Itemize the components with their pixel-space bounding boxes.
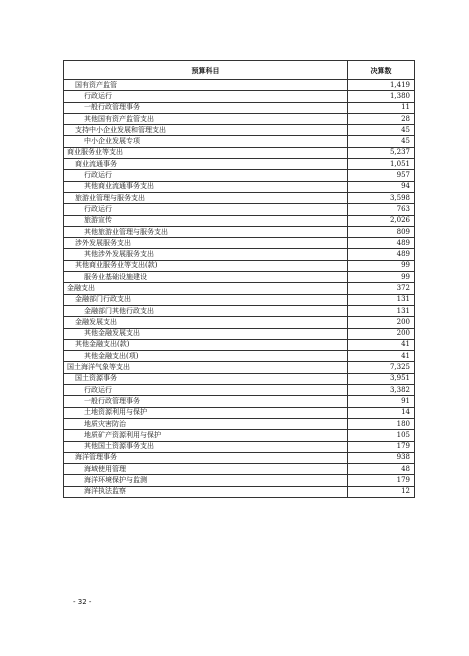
budget-item-name: 地质矿产资源利用与保护 xyxy=(64,430,348,441)
table-row xyxy=(64,328,415,339)
budget-item-amount: 48 xyxy=(348,464,415,475)
budget-item-name: 其他金融发展支出 xyxy=(64,328,348,339)
table-row xyxy=(64,181,415,192)
budget-item-name: 海洋环境保护与监测 xyxy=(64,475,348,486)
table-row xyxy=(64,339,415,350)
budget-item-amount: 180 xyxy=(348,418,415,429)
budget-item-amount: 1,051 xyxy=(348,159,415,170)
budget-item-amount: 200 xyxy=(348,317,415,328)
budget-item-amount: 1,419 xyxy=(348,80,415,91)
table-row xyxy=(64,317,415,328)
table-row xyxy=(64,170,415,181)
budget-table xyxy=(63,60,415,498)
budget-item-name: 其他金融支出(款) xyxy=(64,339,348,350)
table-row xyxy=(64,125,415,136)
budget-item-name: 海洋管理事务 xyxy=(64,452,348,463)
budget-item-name: 一般行政管理事务 xyxy=(64,102,348,113)
budget-item-name: 其他国有资产监管支出 xyxy=(64,113,348,124)
budget-item-amount: 3,382 xyxy=(348,385,415,396)
budget-item-name: 一般行政管理事务 xyxy=(64,396,348,407)
budget-item-name: 土地资源利用与保护 xyxy=(64,407,348,418)
budget-item-name: 海域使用管理 xyxy=(64,464,348,475)
budget-item-amount: 12 xyxy=(348,486,415,497)
budget-item-name: 商业流通事务 xyxy=(64,159,348,170)
budget-item-amount: 1,380 xyxy=(348,91,415,102)
table-row xyxy=(64,396,415,407)
budget-item-name: 涉外发展服务支出 xyxy=(64,238,348,249)
table-row xyxy=(64,102,415,113)
budget-item-amount: 5,237 xyxy=(348,147,415,158)
table-row xyxy=(64,475,415,486)
budget-item-amount: 91 xyxy=(348,396,415,407)
header-final-amount: 决算数 xyxy=(348,61,415,80)
budget-item-name: 其他商业服务业等支出(款) xyxy=(64,260,348,271)
budget-item-name: 国土资源事务 xyxy=(64,373,348,384)
budget-item-amount: 179 xyxy=(348,441,415,452)
table-row xyxy=(64,204,415,215)
budget-item-amount: 131 xyxy=(348,294,415,305)
budget-item-amount: 94 xyxy=(348,181,415,192)
table-row xyxy=(64,238,415,249)
budget-item-name: 行政运行 xyxy=(64,385,348,396)
table-row xyxy=(64,407,415,418)
budget-item-name: 旅游宣传 xyxy=(64,215,348,226)
budget-item-name: 其他金融支出(项) xyxy=(64,351,348,362)
budget-item-name: 支持中小企业发展和管理支出 xyxy=(64,125,348,136)
budget-item-name: 中小企业发展专项 xyxy=(64,136,348,147)
budget-item-amount: 14 xyxy=(348,407,415,418)
budget-item-amount: 99 xyxy=(348,272,415,283)
budget-item-name: 行政运行 xyxy=(64,91,348,102)
budget-item-amount: 28 xyxy=(348,113,415,124)
table-row xyxy=(64,418,415,429)
table-row xyxy=(64,464,415,475)
budget-item-amount: 938 xyxy=(348,452,415,463)
table-row xyxy=(64,249,415,260)
budget-item-amount: 809 xyxy=(348,226,415,237)
budget-item-amount: 3,598 xyxy=(348,192,415,203)
table-row xyxy=(64,283,415,294)
budget-item-amount: 11 xyxy=(348,102,415,113)
table-row xyxy=(64,385,415,396)
table-row xyxy=(64,272,415,283)
budget-item-amount: 99 xyxy=(348,260,415,271)
table-row xyxy=(64,226,415,237)
budget-item-name: 其他旅游业管理与服务支出 xyxy=(64,226,348,237)
budget-item-name: 金融部门其他行政支出 xyxy=(64,305,348,316)
budget-item-amount: 200 xyxy=(348,328,415,339)
budget-item-name: 金融发展支出 xyxy=(64,317,348,328)
budget-item-amount: 372 xyxy=(348,283,415,294)
table-header-row xyxy=(64,61,415,80)
table-row xyxy=(64,305,415,316)
budget-item-amount: 179 xyxy=(348,475,415,486)
table-row xyxy=(64,452,415,463)
table-row xyxy=(64,430,415,441)
table-row xyxy=(64,294,415,305)
budget-item-amount: 105 xyxy=(348,430,415,441)
table-row xyxy=(64,147,415,158)
table-row xyxy=(64,441,415,452)
budget-item-name: 国土海洋气象等支出 xyxy=(64,362,348,373)
table-body xyxy=(64,80,415,498)
budget-item-amount: 763 xyxy=(348,204,415,215)
budget-item-amount: 45 xyxy=(348,125,415,136)
table-row xyxy=(64,91,415,102)
budget-item-amount: 131 xyxy=(348,305,415,316)
budget-item-name: 服务业基础设施建设 xyxy=(64,272,348,283)
page-number: - 32 - xyxy=(73,598,92,606)
budget-item-name: 金融部门行政支出 xyxy=(64,294,348,305)
table-row xyxy=(64,362,415,373)
header-budget-item: 预算科目 xyxy=(64,61,348,80)
budget-item-amount: 2,026 xyxy=(348,215,415,226)
table-row xyxy=(64,80,415,91)
table-row xyxy=(64,373,415,384)
budget-item-amount: 957 xyxy=(348,170,415,181)
budget-item-name: 其他国土资源事务支出 xyxy=(64,441,348,452)
budget-item-name: 其他涉外发展服务支出 xyxy=(64,249,348,260)
budget-item-name: 行政运行 xyxy=(64,204,348,215)
table-row xyxy=(64,215,415,226)
table-row xyxy=(64,192,415,203)
budget-item-amount: 45 xyxy=(348,136,415,147)
table-row xyxy=(64,136,415,147)
budget-item-name: 旅游业管理与服务支出 xyxy=(64,192,348,203)
table-row xyxy=(64,113,415,124)
budget-item-name: 地质灾害防治 xyxy=(64,418,348,429)
budget-item-name: 商业服务业等支出 xyxy=(64,147,348,158)
table-row xyxy=(64,260,415,271)
budget-item-name: 行政运行 xyxy=(64,170,348,181)
budget-item-amount: 41 xyxy=(348,351,415,362)
budget-item-name: 其他商业流通事务支出 xyxy=(64,181,348,192)
budget-item-name: 海洋执法监察 xyxy=(64,486,348,497)
budget-item-amount: 489 xyxy=(348,238,415,249)
budget-item-name: 金融支出 xyxy=(64,283,348,294)
budget-item-amount: 3,951 xyxy=(348,373,415,384)
budget-item-amount: 7,325 xyxy=(348,362,415,373)
table-row xyxy=(64,351,415,362)
budget-item-name: 国有资产监管 xyxy=(64,80,348,91)
table-row xyxy=(64,159,415,170)
table-row xyxy=(64,486,415,497)
budget-item-amount: 489 xyxy=(348,249,415,260)
budget-item-amount: 41 xyxy=(348,339,415,350)
